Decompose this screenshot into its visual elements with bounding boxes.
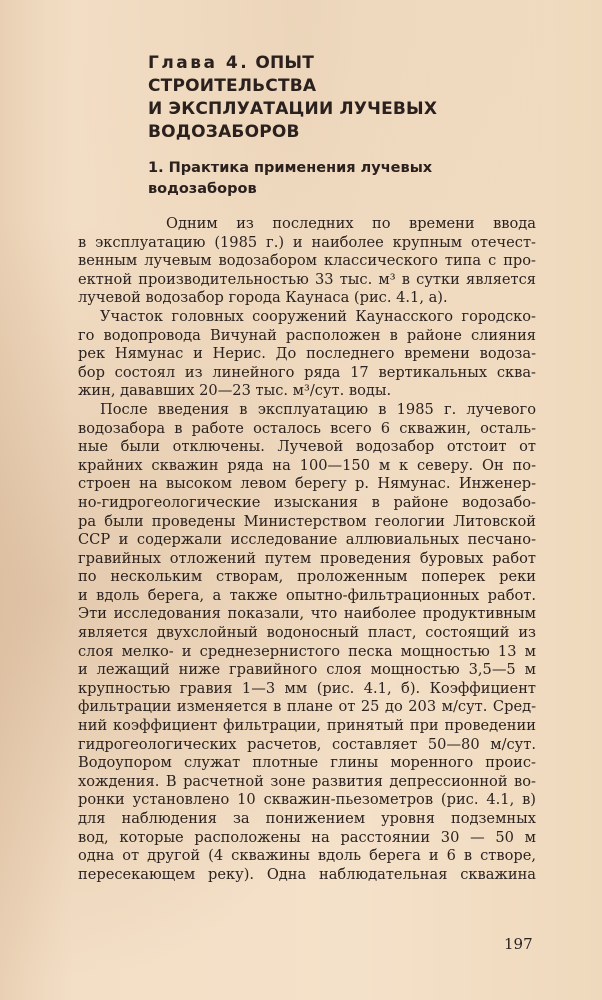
text-line: строен на высоком левом берегу р. Нямунас. Инженер- — [78, 475, 536, 493]
text-line: ронки установлено 10 скважин-пьезометров (рис. 4.1, в) — [78, 791, 536, 809]
section-heading — [148, 158, 478, 200]
text-line: одна от другой (4 скважины вдоль берега и 6 в створе, — [78, 847, 536, 865]
text-line: по нескольким створам, проложенным поперек реки — [78, 568, 536, 586]
text-line: и лежащий ниже гравийного слоя мощностью 3,5—5 м — [78, 661, 536, 679]
text-line: ра были проведены Министерством геологии Литовской — [78, 512, 536, 530]
chapter-heading — [148, 52, 478, 144]
text-line: Эти исследования показали, что наиболее продуктивным — [78, 605, 536, 623]
text-line: пересекающем реку). Одна наблюдательная скважина — [78, 865, 536, 883]
text-line: фильтрации изменяется в плане от 25 до 203 м/сут. Сред- — [78, 698, 536, 716]
text-line: хождения. В расчетной зоне развития депрессионной во- — [78, 772, 536, 790]
text-line: рек Нямунас и Нерис. До последнего времени водоза- — [78, 345, 536, 363]
text-line: После введения в эксплуатацию в 1985 г. лучевого — [100, 400, 536, 418]
text-line: Одним из последних по времени ввода — [166, 215, 536, 232]
chapter-title-line: И ЭКСПЛУАТАЦИИ ЛУЧЕВЫХ — [148, 99, 438, 119]
text-line: бор состоял из линейного ряда 17 вертикальных сква- — [78, 363, 536, 381]
text-line: ектной производительностью 33 тыс. м³ в сутки является — [78, 270, 536, 288]
text-line: ний коэффициент фильтрации, принятый при проведении — [78, 717, 536, 735]
section-title-line: 1. Практика применения лучевых — [148, 160, 433, 176]
chapter-title-line: ВОДОЗАБОРОВ — [148, 122, 300, 142]
chapter-prefix: Глава 4. — [148, 53, 250, 73]
text-line: ные были отключены. Лучевой водозабор отстоит от — [78, 438, 536, 456]
text-line: ССР и содержали исследование аллювиальных песчано- — [78, 531, 536, 549]
text-line: вод, которые расположены на расстоянии 30 — 50 м — [78, 828, 536, 846]
page-number: 197 — [504, 935, 533, 953]
text-line: го водопровода Вичунай расположен в районе слияния — [78, 326, 536, 344]
text-line: слоя мелко- и среднезернистого песка мощностью 13 м — [78, 642, 536, 660]
text-line: Водоупором служат плотные глины моренного проис- — [78, 754, 536, 772]
text-line: венным лучевым водозабором классического типа с про- — [78, 252, 536, 270]
text-line: и вдоль берега, а также опытно-фильтрационных работ. — [78, 586, 536, 604]
text-line: гидрогеологических расчетов, составляет 50—80 м/сут. — [78, 735, 536, 753]
text-line: в эксплуатацию (1985 г.) и наиболее крупным отечест- — [78, 233, 536, 251]
text-line: жин, дававших 20—23 тыс. м³/сут. воды. — [78, 382, 392, 400]
text-line: водозабора в работе осталось всего 6 скважин, осталь- — [78, 419, 536, 437]
text-line: является двухслойный водоносный пласт, состоящий из — [78, 624, 536, 642]
chapter-title-line: ОПЫТ СТРОИТЕЛЬСТВА — [148, 53, 317, 96]
text-line: Участок головных сооружений Каунасского городско- — [100, 307, 536, 325]
text-line: но-гидрогеологические изыскания в районе водозабо- — [78, 493, 536, 511]
section-title-line: водозаборов — [148, 181, 257, 197]
text-line: крупностью гравия 1—3 мм (рис. 4.1, б). Коэффициент — [78, 679, 536, 697]
text-line: гравийных отложений путем проведения буровых работ — [78, 549, 536, 567]
text-line: для наблюдения за понижением уровня подземных — [78, 810, 536, 827]
text-line: лучевой водозабор города Каунаса (рис. 4.1, а). — [78, 289, 448, 307]
body-text — [78, 215, 536, 884]
text-line: крайних скважин ряда на 100—150 м к северу. Он по- — [78, 456, 536, 474]
